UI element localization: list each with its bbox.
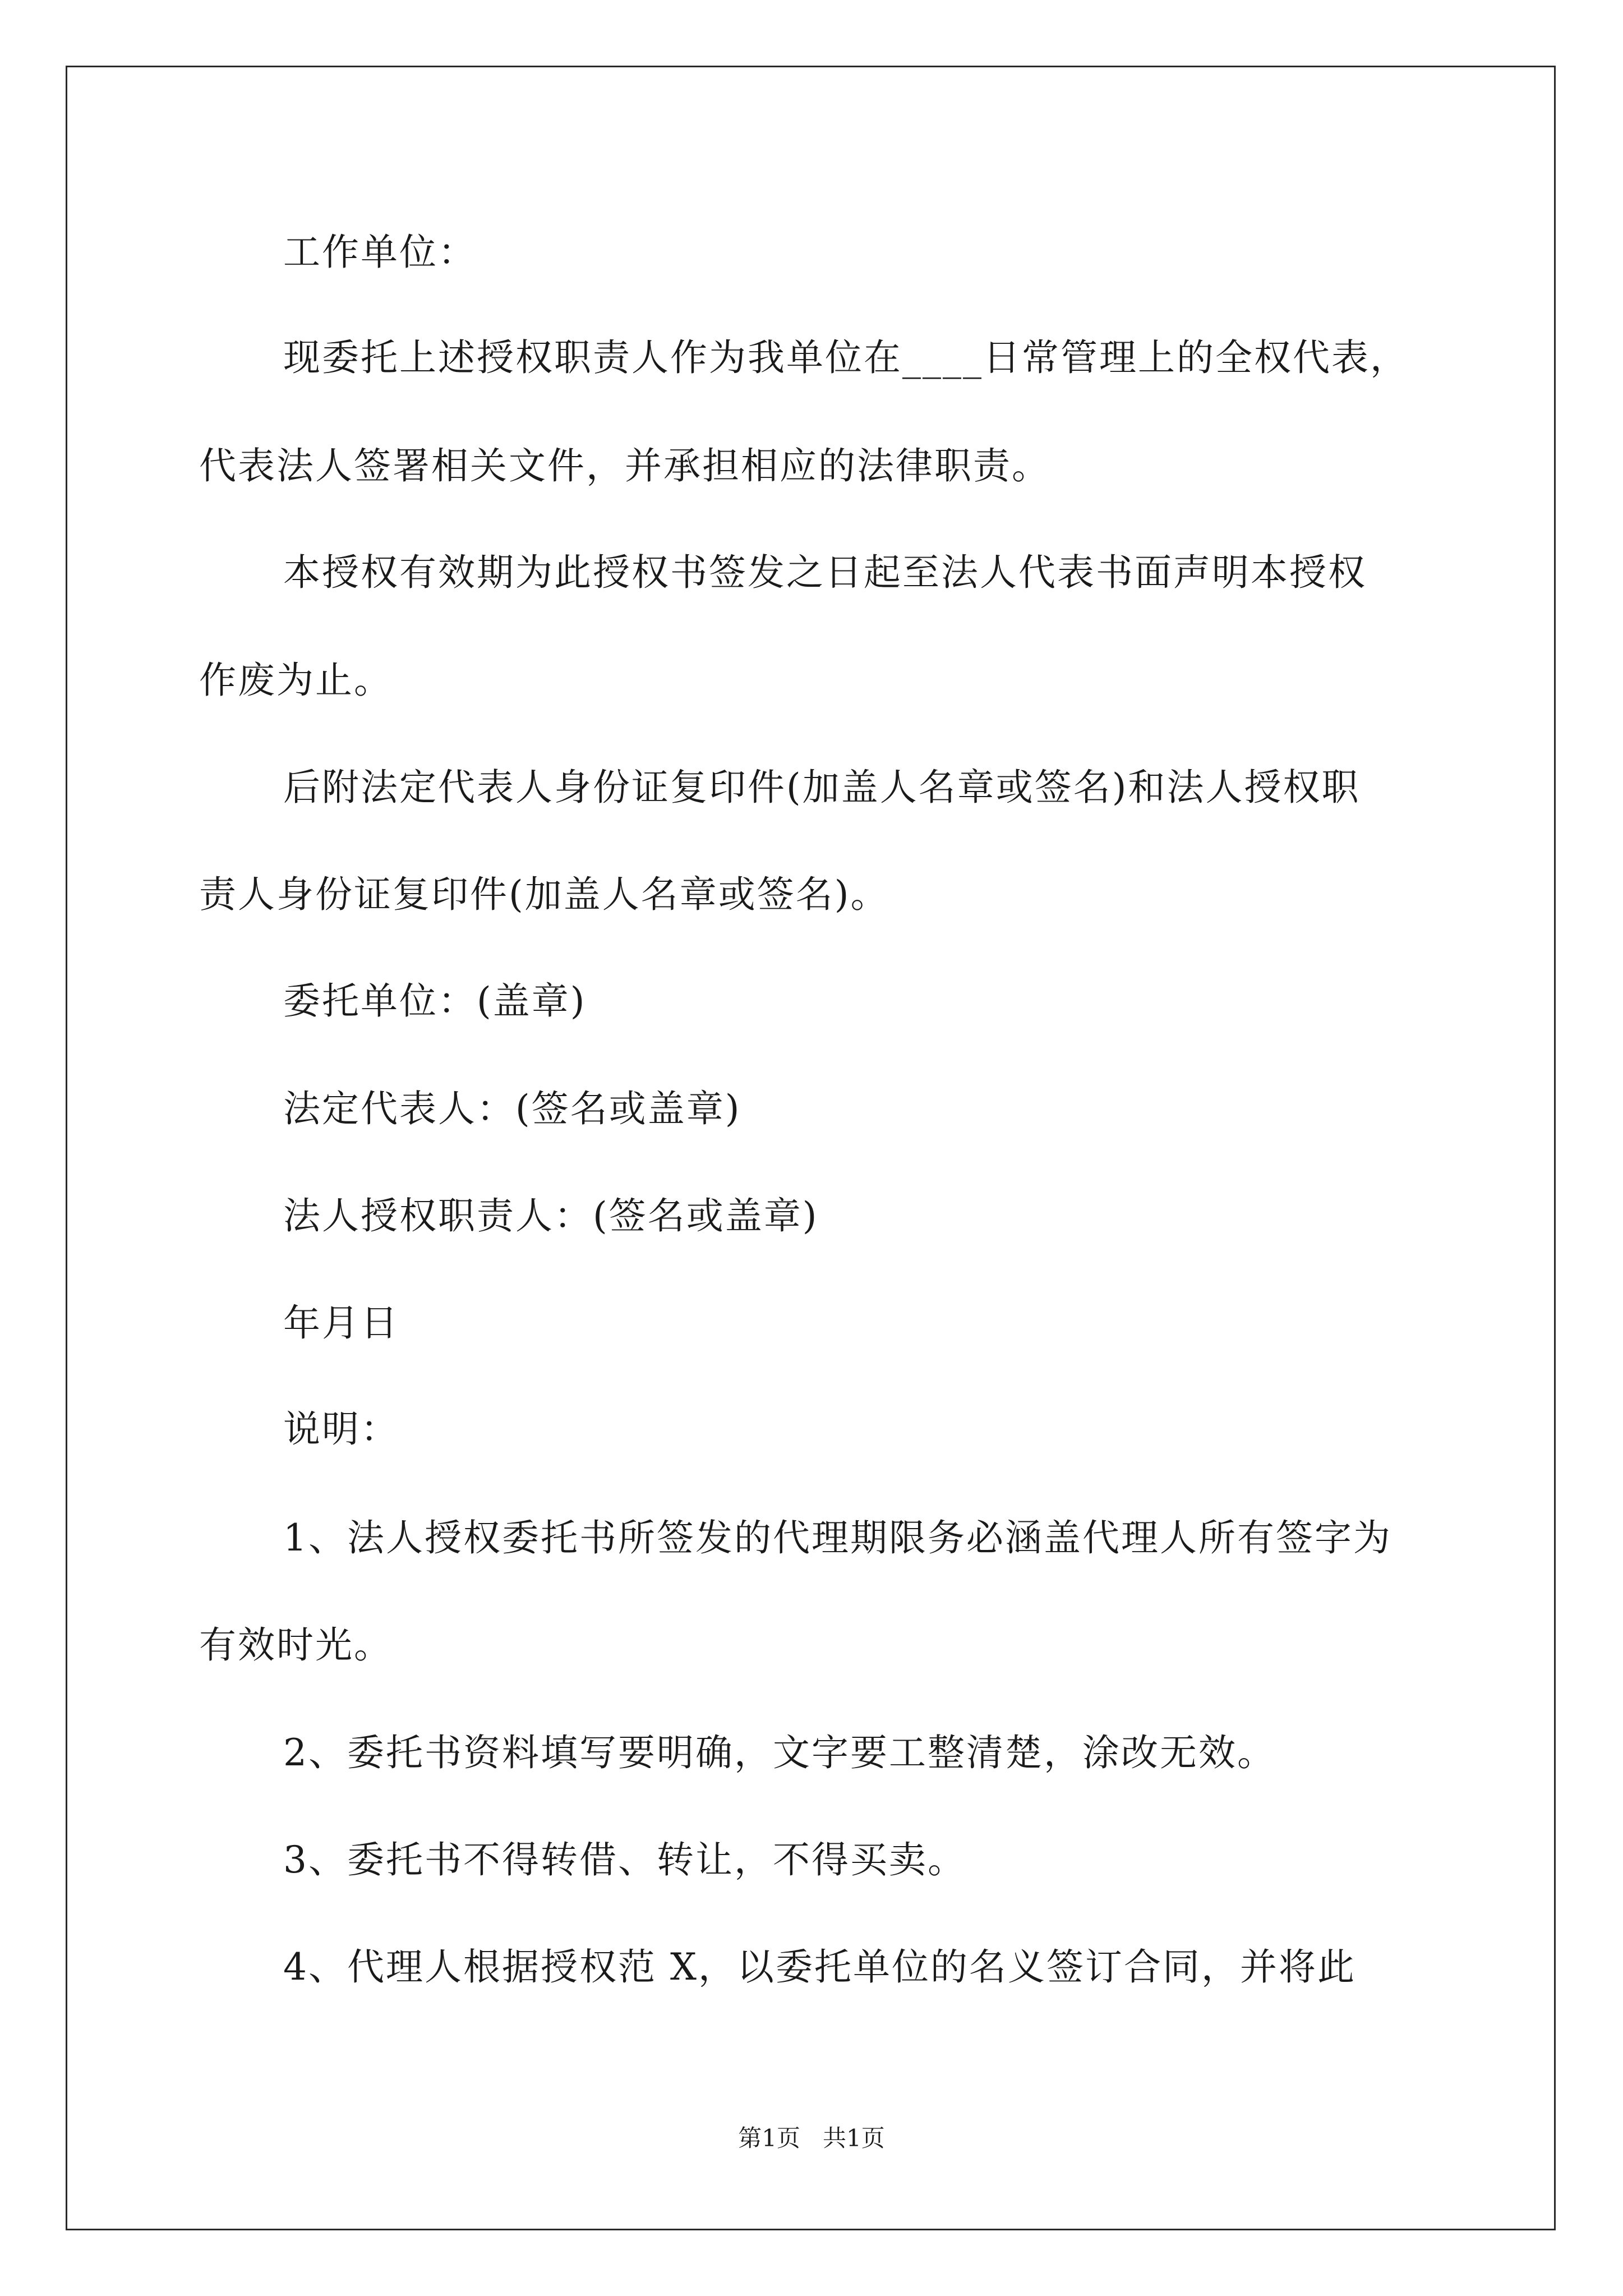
text-line-attachments: 后附法定代表人身份证复印件(加盖人名章或签名)和法人授权职 xyxy=(283,766,1361,809)
text-line-note-4: 4、代理人根据授权范 X，以委托单位的名义签订合同，并将此 xyxy=(283,1945,1356,1989)
text-line-note-2: 2、委托书资料填写要明确，文字要工整清楚，涂改无效。 xyxy=(283,1731,1276,1774)
text-line-validity-cont: 作废为止。 xyxy=(199,659,393,702)
text-line-notes-heading: 说明： xyxy=(283,1407,399,1451)
text-line-work-unit: 工作单位： xyxy=(283,231,477,274)
text-line-validity: 本授权有效期为此授权书签发之日起至法人代表书面声明本授权 xyxy=(283,551,1367,594)
text-line-authorized-person: 法人授权职责人：(签名或盖章) xyxy=(283,1194,819,1237)
text-line-note-3: 3、委托书不得转借、转让，不得买卖。 xyxy=(283,1838,966,1881)
text-line-note-1-cont: 有效时光。 xyxy=(199,1623,393,1667)
text-line-note-1: 1、法人授权委托书所签发的代理期限务必涵盖代理人所有签字为 xyxy=(283,1516,1392,1559)
page-footer: 第1页 共1页 xyxy=(738,2124,885,2152)
text-line-delegation-cont: 代表法人签署相关文件，并承担相应的法律职责。 xyxy=(199,444,1050,487)
text-line-legal-rep: 法定代表人：(签名或盖章) xyxy=(283,1087,741,1130)
text-line-entrusting-unit: 委托单位：(盖章) xyxy=(283,979,587,1023)
text-line-date: 年月日 xyxy=(283,1301,399,1345)
text-line-delegation: 现委托上述授权职责人作为我单位在____日常管理上的全权代表， xyxy=(283,336,1409,379)
page-border xyxy=(66,66,1556,2230)
text-line-attachments-cont: 责人身份证复印件(加盖人名章或签名)。 xyxy=(199,873,889,916)
